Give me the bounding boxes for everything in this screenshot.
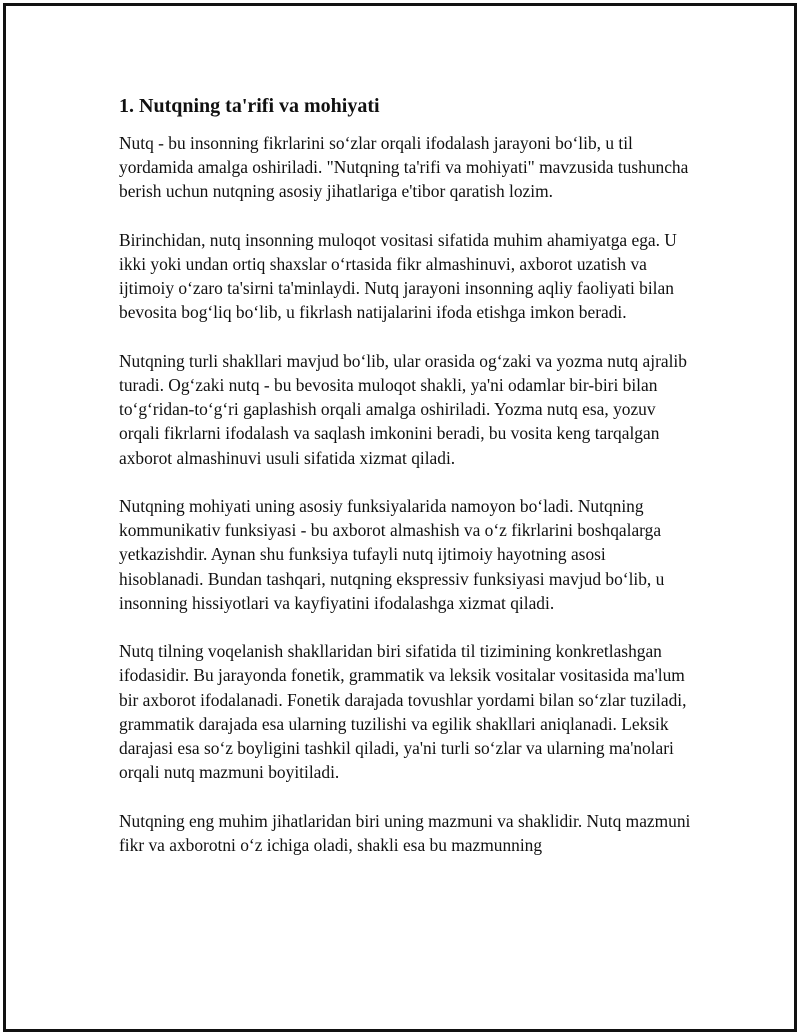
paragraph-4: Nutqning mohiyati uning asosiy funksiyalarida namoyon bo‘ladi. Nutqning kommunikativ funksiyasi - bu axborot almashish va o‘z fikrlarini boshqalarga yetkazishdir. Aynan shu funksiya tufayli nutq ijtimoiy hayotning asosi hisoblanadi. Bundan tashqari, nutqning ekspressiv funksiyasi mavjud bo‘lib, u insonning hissiyotlari va kayfiyatini ifodalashga xizmat qiladi. [119, 496, 665, 613]
document-body [119, 93, 691, 881]
paragraph-6: Nutqning eng muhim jihatlaridan biri uning mazmuni va shaklidir. Nutq mazmuni fikr va axborotni o‘z ichiga oladi, shakli esa bu mazmunning [119, 810, 691, 855]
section-heading: 1. Nutqning ta'rifi va mohiyati [119, 95, 380, 117]
paragraph-1: Nutq - bu insonning fikrlarini so‘zlar orqali ifodalash jarayoni bo‘lib, u til yordamida amalga oshiriladi. "Nutqning ta'rifi va mohiyati" mavzusida tushuncha berish uchun nutqning asosiy jihatlariga e'tibor qaratish lozim. [119, 133, 689, 202]
paragraph-2: Birinchidan, nutq insonning muloqot vositasi sifatida muhim ahamiyatga ega. U ikki yoki undan ortiq shaxslar o‘rtasida fikr almashinuvi, axborot uzatish va ijtimoiy o‘zaro ta'sirni ta'minlaydi. Nutq jarayoni insonning aqliy faoliyati bilan bevosita bog‘liq bo‘lib, u fikrlash natijalarini ifoda etishga imkon beradi. [119, 229, 677, 323]
paragraph-3: Nutqning turli shakllari mavjud bo‘lib, ular orasida og‘zaki va yozma nutq ajralib turadi. Og‘zaki nutq - bu bevosita muloqot shakli, ya'ni odamlar bir-biri bilan to‘g‘ridan-to‘g‘ri gaplashish orqali amalga oshiriladi. Yozma nutq esa, yozuv orqali fikrlarni ifodalash va saqlash imkonini beradi, bu vosita keng tarqalgan axborot almashinuvi usuli sifatida xizmat qiladi. [119, 350, 687, 468]
paragraph-5: Nutq tilning voqelanish shakllaridan biri sifatida til tizimining konkretlashgan ifodasidir. Bu jarayonda fonetik, grammatik va leksik vositalar vositasida ma'lum bir axborot ifodalanadi. Fonetik darajada tovushlar yordami bilan so‘zlar tuziladi, grammatik darajada esa ularning tuzilishi va egilik shakllari aniqlanadi. Leksik darajasi esa so‘z boyligini tashkil qiladi, ya'ni turli so‘zlar va ularning ma'nolari orqali nutq mazmuni boyitiladi. [119, 641, 687, 783]
